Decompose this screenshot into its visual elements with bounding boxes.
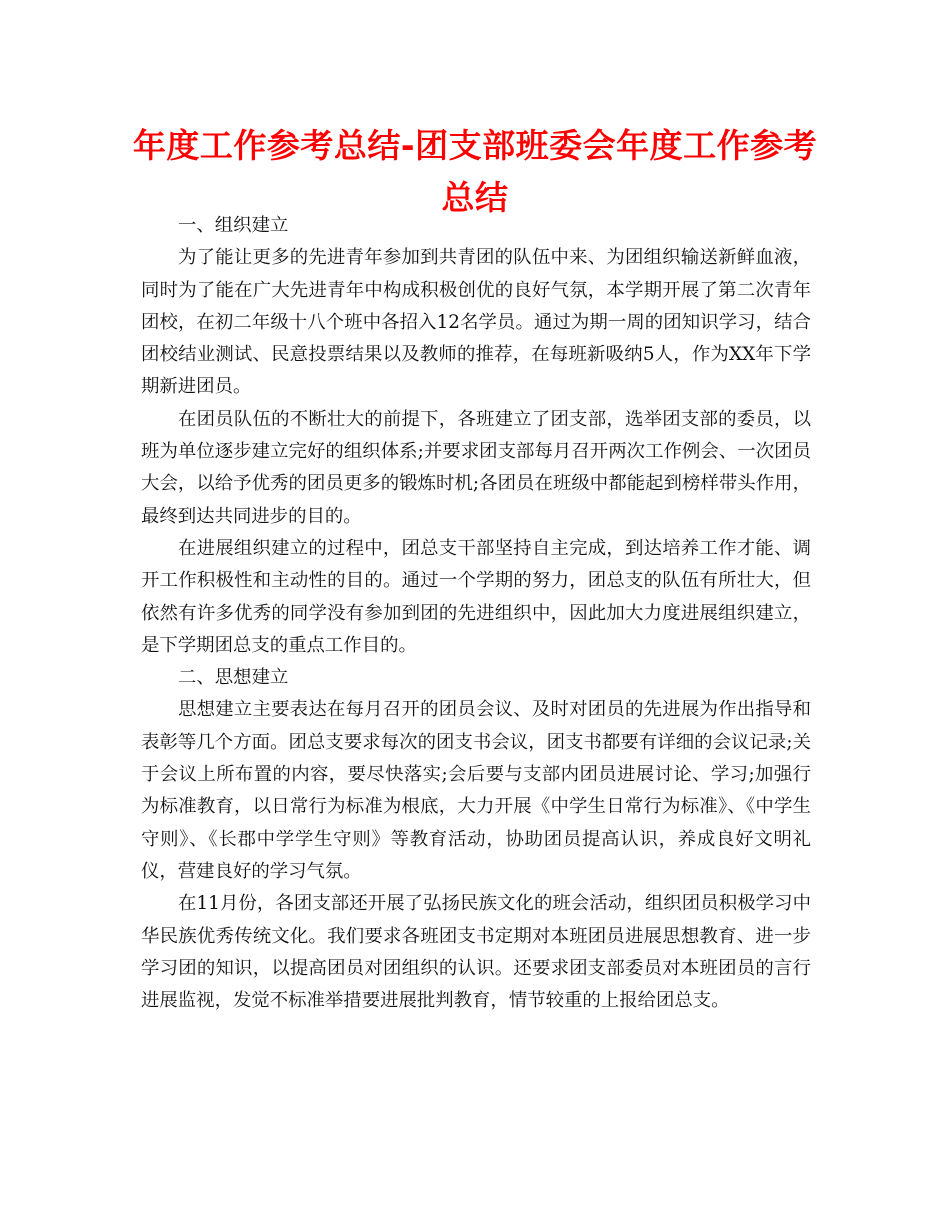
paragraph: 思想建立主要表达在每月召开的团员会议、及时对团员的先进展为作出指导和表彰等几个方面。团总支要求每次的团支书会议，团支书都要有详细的会议记录;关于会议上所布置的内容，要尽快落实;会后要与支部内团员进展讨论、学习;加强行为标准教育，以日常行为标准为根底，大力开展《中学生日常行为标准》、《中学生守则》、《长郡中学学生守则》等教育活动，协助团员提高认识，养成良好文明礼仪，营建良好的学习气氛。: [141, 699, 811, 882]
paragraph: 在团员队伍的不断壮大的前提下，各班建立了团支部，选举团支部的委员，以班为单位逐步建立完好的组织体系;并要求团支部每月召开两次工作例会、一次团员大会，以给予优秀的团员更多的锻炼时机;各团员在班级中都能起到榜样带头作用，最终到达共同进步的目的。: [141, 408, 811, 527]
paragraph: 为了能让更多的先进青年参加到共青团的队伍中来、为团组织输送新鲜血液，同时为了能在广大先进青年中构成积极创优的良好气氛，本学期开展了第二次青年团校，在初二年级十八个班中各招入12名学员。通过为期一周的团知识学习，结合团校结业测试、民意投票结果以及教师的推荐，在每班新吸纳5人，作为XX年下学期新进团员。: [141, 247, 811, 398]
document-body: [141, 210, 811, 1017]
paragraph: 在11月份，各团支部还开展了弘扬民族文化的班会活动，组织团员积极学习中华民族优秀传统文化。我们要求各班团支书定期对本班团员进展思想教育、进一步学习团的知识，以提高团员对团组织的认识。还要求团支部委员对本班团员的言行进展监视，发觉不标准举措要进展批判教育，情节较重的上报给团总支。: [141, 893, 811, 1012]
section-heading-ideology: 二、思想建立: [178, 667, 289, 689]
section-heading-organization: 一、组织建立: [178, 215, 289, 236]
document-title: 年度工作参考总结-团支部班委会年度工作参考总结: [132, 126, 818, 217]
paragraph: 在进展组织建立的过程中，团总支干部坚持自主完成，到达培养工作才能、调开工作积极性和主动性的目的。通过一个学期的努力，团总支的队伍有所壮大，但依然有许多优秀的同学没有参加到团的先进组织中，因此加大力度进展组织建立，是下学期团总支的重点工作目的。: [141, 537, 811, 656]
